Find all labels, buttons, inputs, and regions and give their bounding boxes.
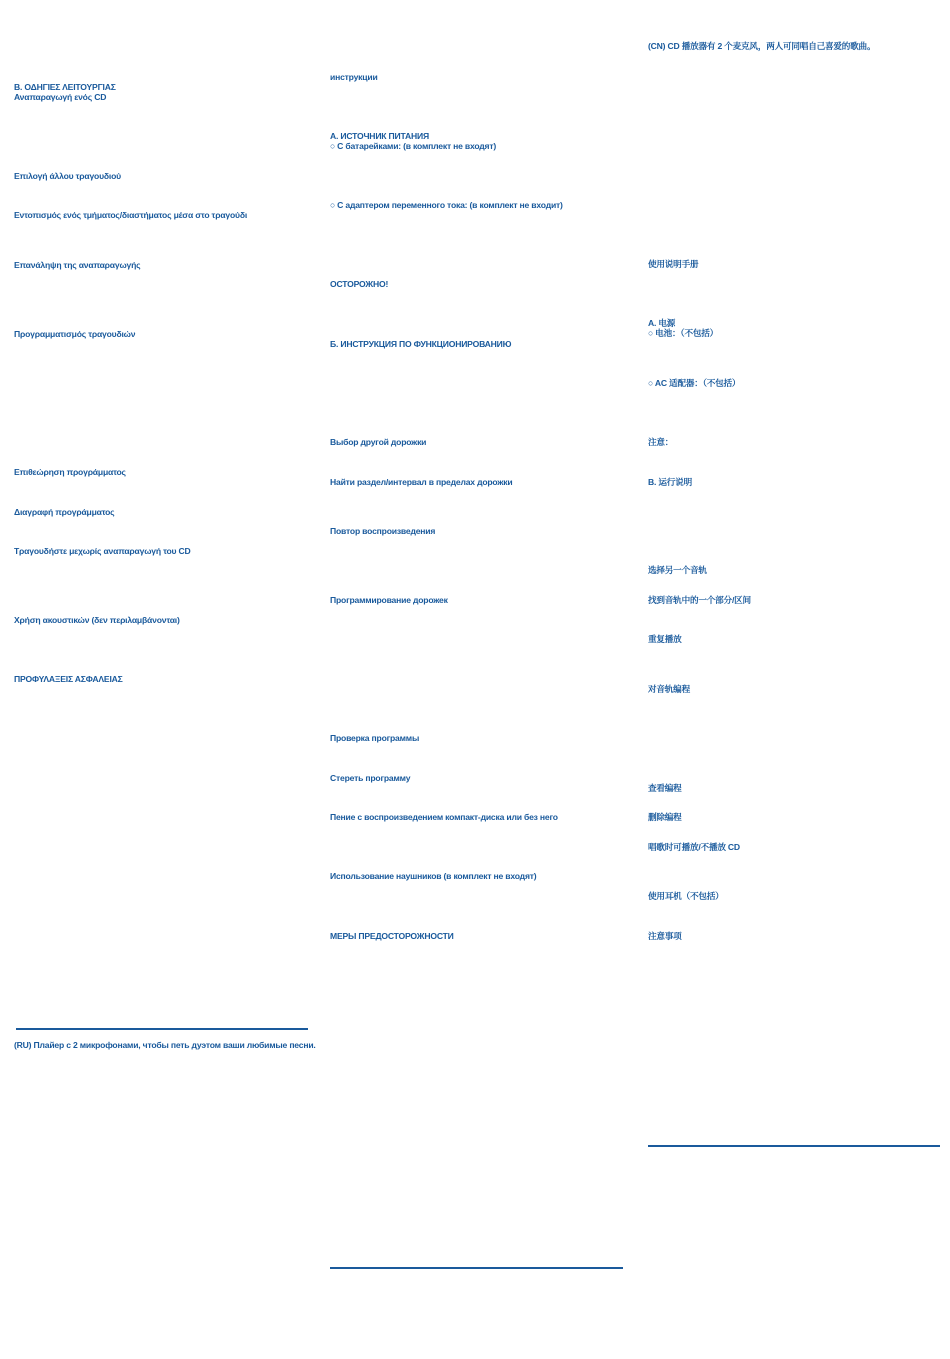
greek-column-divider	[16, 1028, 308, 1030]
ru-safety-precautions: МЕРЫ ПРЕДОСТОРОЖНОСТИ	[330, 931, 454, 941]
cn-safety-precautions: 注意事项	[648, 931, 682, 941]
cn-caution: 注意：	[648, 437, 674, 447]
cn-program-tracks: 对音轨编程	[648, 684, 690, 694]
greek-sing-with-or-without-cd: Τραγουδήστε μεχωρίς αναπαραγωγή του CD	[14, 546, 191, 556]
greek-section-b-heading: B. ΟΔΗΓΙΕΣ ΛΕΙΤΟΥΡΓΙΑΣ	[14, 82, 116, 92]
greek-safety-precautions: ΠΡΟΦΥΛΑΞΕΙΣ ΑΣΦΑΛΕΙΑΣ	[14, 674, 123, 684]
ru-caution: ОСТОРОЖНО!	[330, 279, 389, 289]
ru-section-a-heading: A. ИСТОЧНИК ПИТАНИЯ	[330, 131, 429, 141]
cn-column-divider	[648, 1145, 940, 1147]
cn-section-b-heading: B. 运行说明	[648, 477, 692, 487]
cn-product-caption: (CN) CD 播放器有 2 个麦克风，两人可同唱自己喜爱的歌曲。	[648, 41, 876, 51]
cn-select-track: 选择另一个音轨	[648, 565, 707, 575]
cn-batteries: ○ 电池：（不包括）	[648, 328, 719, 338]
ru-sing-with-or-without-cd: Пение с воспроизведением компакт-диска или без него	[330, 812, 558, 822]
ru-repeat-play: Повтор воспроизведения	[330, 526, 436, 536]
greek-review-program: Επιθεώρηση προγράμματος	[14, 467, 126, 477]
greek-use-headphones: Χρήση ακουστικών (δεν περιλαμβάνονται)	[14, 615, 180, 625]
greek-delete-program: Διαγραφή προγράμματος	[14, 507, 115, 517]
greek-select-track: Επιλογή άλλου τραγουδιού	[14, 171, 121, 181]
greek-play-cd: Αναπαραγωγή ενός CD	[14, 92, 107, 102]
cn-delete-program: 删除编程	[648, 812, 682, 822]
ru-ac-adapter: ○ С адаптером переменного тока: (в комплект не входит)	[330, 200, 563, 210]
cn-ac-adapter: ○ AC 适配器：（不包括）	[648, 378, 741, 388]
cn-use-headphones: 使用耳机（不包括）	[648, 891, 724, 901]
ru-instructions-title: инструкции	[330, 72, 378, 82]
ru-batteries: ○ С батарейками: (в комплект не входят)	[330, 141, 497, 151]
ru-column-divider	[330, 1267, 623, 1269]
cn-section-a-heading: A. 电源	[648, 318, 676, 328]
ru-locate-passage: Найти раздел/интервал в пределах дорожки	[330, 477, 513, 487]
cn-repeat-play: 重复播放	[648, 634, 682, 644]
ru-select-track: Выбор другой дорожки	[330, 437, 427, 447]
cn-instructions-title: 使用说明手册	[648, 259, 699, 269]
ru-use-headphones: Использование наушников (в комплект не входят)	[330, 871, 537, 881]
greek-program-tracks: Προγραμματισμός τραγουδιών	[14, 329, 136, 339]
cn-locate-passage: 找到音轨中的一个部分/区间	[648, 595, 751, 605]
ru-product-caption: (RU) Плайер с 2 микрофонами, чтобы петь дуэтом ваши любимые песни.	[14, 1040, 316, 1050]
ru-section-b-heading: Б. ИНСТРУКЦИЯ ПО ФУНКЦИОНИРОВАНИЮ	[330, 339, 512, 349]
ru-delete-program: Стереть программу	[330, 773, 411, 783]
cn-review-program: 查看编程	[648, 783, 682, 793]
ru-program-tracks: Программирование дорожек	[330, 595, 448, 605]
greek-repeat-play: Επανάληψη της αναπαραγωγής	[14, 260, 141, 270]
cn-sing-with-or-without-cd: 唱歌时可播放/不播放 CD	[648, 842, 740, 852]
greek-locate-passage: Εντοπισμός ενός τμήματος/διαστήματος μέσα στο τραγούδι	[14, 210, 248, 220]
ru-review-program: Проверка программы	[330, 733, 420, 743]
